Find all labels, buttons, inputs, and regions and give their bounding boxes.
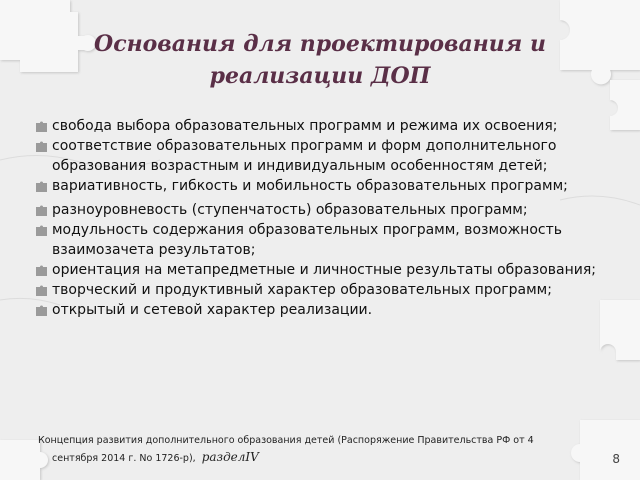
- puzzle-bullet-icon: [36, 225, 47, 236]
- bullet-item: [36, 280, 616, 300]
- puzzle-bullet-icon: [36, 121, 47, 132]
- bullet-item: [36, 200, 616, 220]
- footnote-line-2-wrap: [38, 449, 598, 467]
- bullet-item: [36, 116, 616, 136]
- bullet-item: [36, 220, 616, 260]
- title-line-2: реализации ДОП: [209, 63, 431, 89]
- bullet-text: ориентация на метапредметные и личностные результаты образования;: [52, 262, 597, 278]
- puzzle-bullet-icon: [36, 141, 47, 152]
- source-footnote: [38, 432, 598, 467]
- bullet-list: [36, 116, 616, 320]
- bullet-item: [36, 300, 616, 320]
- puzzle-bullet-icon: [36, 265, 47, 276]
- puzzle-bullet-icon: [36, 181, 47, 192]
- bullet-text: вариативность, гибкость и мобильность образовательных программ;: [52, 178, 568, 194]
- bullet-text: открытый и сетевой характер реализации.: [52, 302, 373, 318]
- bullet-text: разноуровневость (ступенчатость) образовательных программ;: [52, 202, 528, 218]
- title-line-1: Основания для проектирования и: [94, 31, 546, 57]
- page-number: 8: [612, 452, 620, 466]
- bullet-text: свобода выбора образовательных программ и режима их освоения;: [52, 118, 558, 134]
- puzzle-bullet-icon: [36, 285, 47, 296]
- puzzle-bullet-icon: [36, 205, 47, 216]
- footnote-line-1: Концепция развития дополнительного образования детей (Распоряжение Правительства РФ от 4: [38, 435, 534, 446]
- footnote-section: разделIV: [201, 450, 259, 464]
- slide-title: [60, 28, 580, 92]
- bullet-text: соответствие образовательных программ и форм дополнительного образования возрастным и индивидуальным особенностям детей;: [52, 138, 557, 174]
- footnote-line-2: сентября 2014 г. No 1726-р),: [52, 453, 196, 464]
- bullet-item: [36, 136, 616, 176]
- bullet-item: [36, 176, 616, 196]
- bullet-item: [36, 260, 616, 280]
- bullet-text: творческий и продуктивный характер образовательных программ;: [52, 282, 552, 298]
- bullet-text: модульность содержания образовательных программ, возможность взаимозачета результатов;: [52, 222, 563, 258]
- puzzle-bullet-icon: [36, 305, 47, 316]
